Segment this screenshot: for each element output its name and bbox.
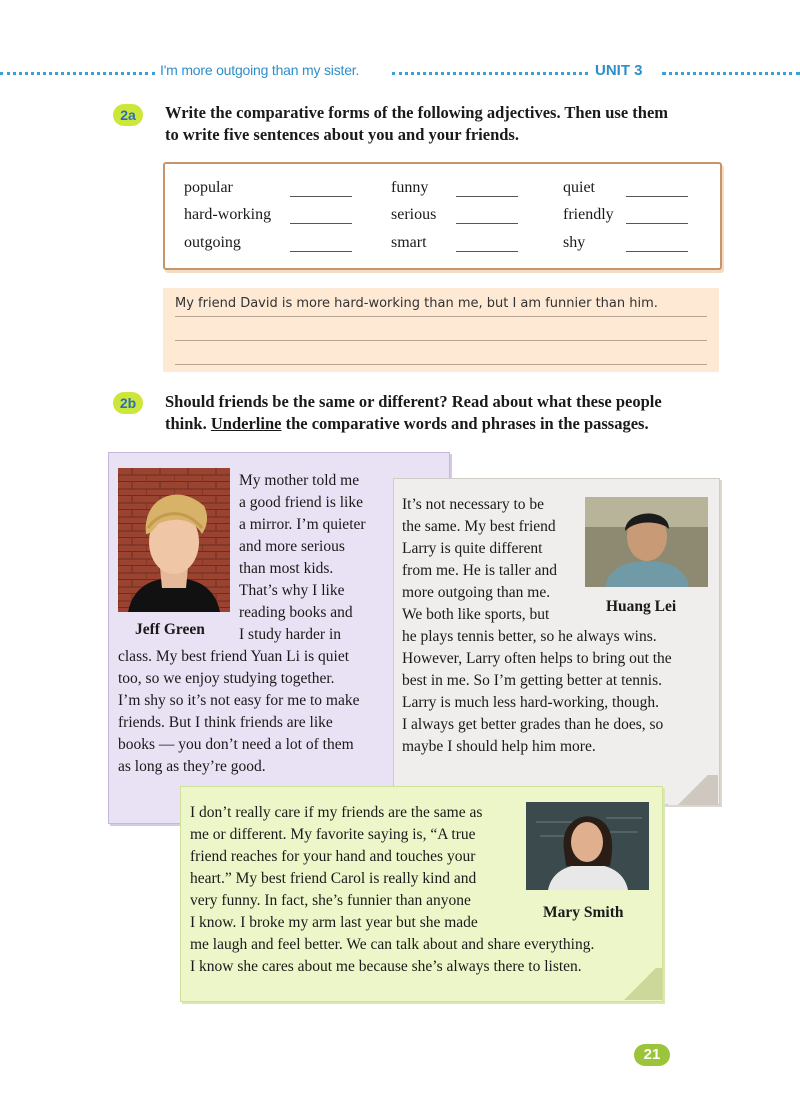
jeff-passage-top: My mother told me a good friend is like a mirror. I’m quieter and more serious than most kids. That’s why I like reading books and I study harder in	[239, 472, 366, 643]
sentence-writing-area[interactable]	[163, 288, 719, 372]
huang-passage-bottom: he plays tennis better, so he always wins. However, Larry often helps to bring out the best in me. So I’m getting better at tennis. Larry is much less hard-working, though. I always get better grades than he does, so maybe I should help him more.	[402, 628, 672, 755]
blank-friendly[interactable]	[626, 223, 688, 224]
word-popular: popular	[184, 179, 233, 196]
word-friendly: friendly	[563, 206, 614, 223]
writing-line-1	[175, 316, 707, 317]
jeff-passage-bottom: class. My best friend Yuan Li is quiet too, so we enjoy studying together. I’m shy so it’s not easy for me to make friends. But I think friends are like books — you don’t need a lot of them as long as they’re good.	[118, 648, 360, 775]
jeff-green-photo	[118, 468, 230, 612]
instruction-2b	[165, 391, 745, 435]
instruction-2b-line1: Should friends be the same or different? Read about what these people	[165, 392, 662, 411]
unit-subtitle: I'm more outgoing than my sister.	[160, 62, 360, 78]
writing-line-2	[175, 340, 707, 341]
huang-lei-photo	[585, 497, 708, 587]
instruction-2b-line2: think. Underline the comparative words and phrases in the passages.	[165, 414, 649, 433]
blank-funny[interactable]	[456, 196, 518, 197]
blank-shy[interactable]	[626, 251, 688, 252]
header-dots-middle	[392, 72, 588, 75]
activity-badge-2a: 2a	[113, 104, 143, 126]
header-dots-right	[662, 72, 800, 75]
word-serious: serious	[391, 206, 437, 223]
blank-hard-working[interactable]	[290, 223, 352, 224]
word-outgoing: outgoing	[184, 234, 241, 251]
sample-sentence: My friend David is more hard-working than me, but I am funnier than him.	[175, 296, 658, 311]
blank-quiet[interactable]	[626, 196, 688, 197]
underline-word: Underline	[210, 414, 282, 433]
instruction-2a-line1: Write the comparative forms of the following adjectives. Then use them	[165, 103, 669, 122]
huang-lei-name: Huang Lei	[606, 598, 677, 615]
huang-passage-top: It’s not necessary to be the same. My best friend Larry is quite different from me. He is taller and more outgoing than me. We both like sports, but	[402, 496, 557, 623]
writing-line-3	[175, 364, 707, 365]
mary-passage-top: I don’t really care if my friends are the same as me or different. My favorite saying is, “A true friend reaches for your hand and touches your heart.” My best friend Carol is really kind and very funny. In fact, she’s funnier than anyone I know. I broke my arm last year but she made me laugh and feel better. We can talk about and share everything. I know she cares about me because she’s always there to listen.	[190, 804, 595, 975]
activity-badge-2b: 2b	[113, 392, 143, 414]
blank-outgoing[interactable]	[290, 251, 352, 252]
word-funny: funny	[391, 179, 429, 196]
instruction-2a-line2: to write five sentences about you and your friends.	[165, 125, 519, 144]
instruction-2a	[165, 102, 745, 146]
word-hard-working: hard-working	[184, 206, 272, 223]
jeff-green-name: Jeff Green	[135, 621, 205, 638]
blank-serious[interactable]	[456, 223, 518, 224]
page-curl-huang	[668, 775, 718, 805]
blank-popular[interactable]	[290, 196, 352, 197]
mary-smith-name: Mary Smith	[543, 904, 624, 921]
header-dots-left	[0, 72, 155, 75]
page-number: 21	[634, 1044, 670, 1066]
word-shy: shy	[563, 234, 586, 251]
word-quiet: quiet	[563, 179, 595, 196]
page-curl-mary	[618, 968, 662, 1000]
word-smart: smart	[391, 234, 427, 251]
unit-label: UNIT 3	[595, 62, 643, 79]
blank-smart[interactable]	[456, 251, 518, 252]
